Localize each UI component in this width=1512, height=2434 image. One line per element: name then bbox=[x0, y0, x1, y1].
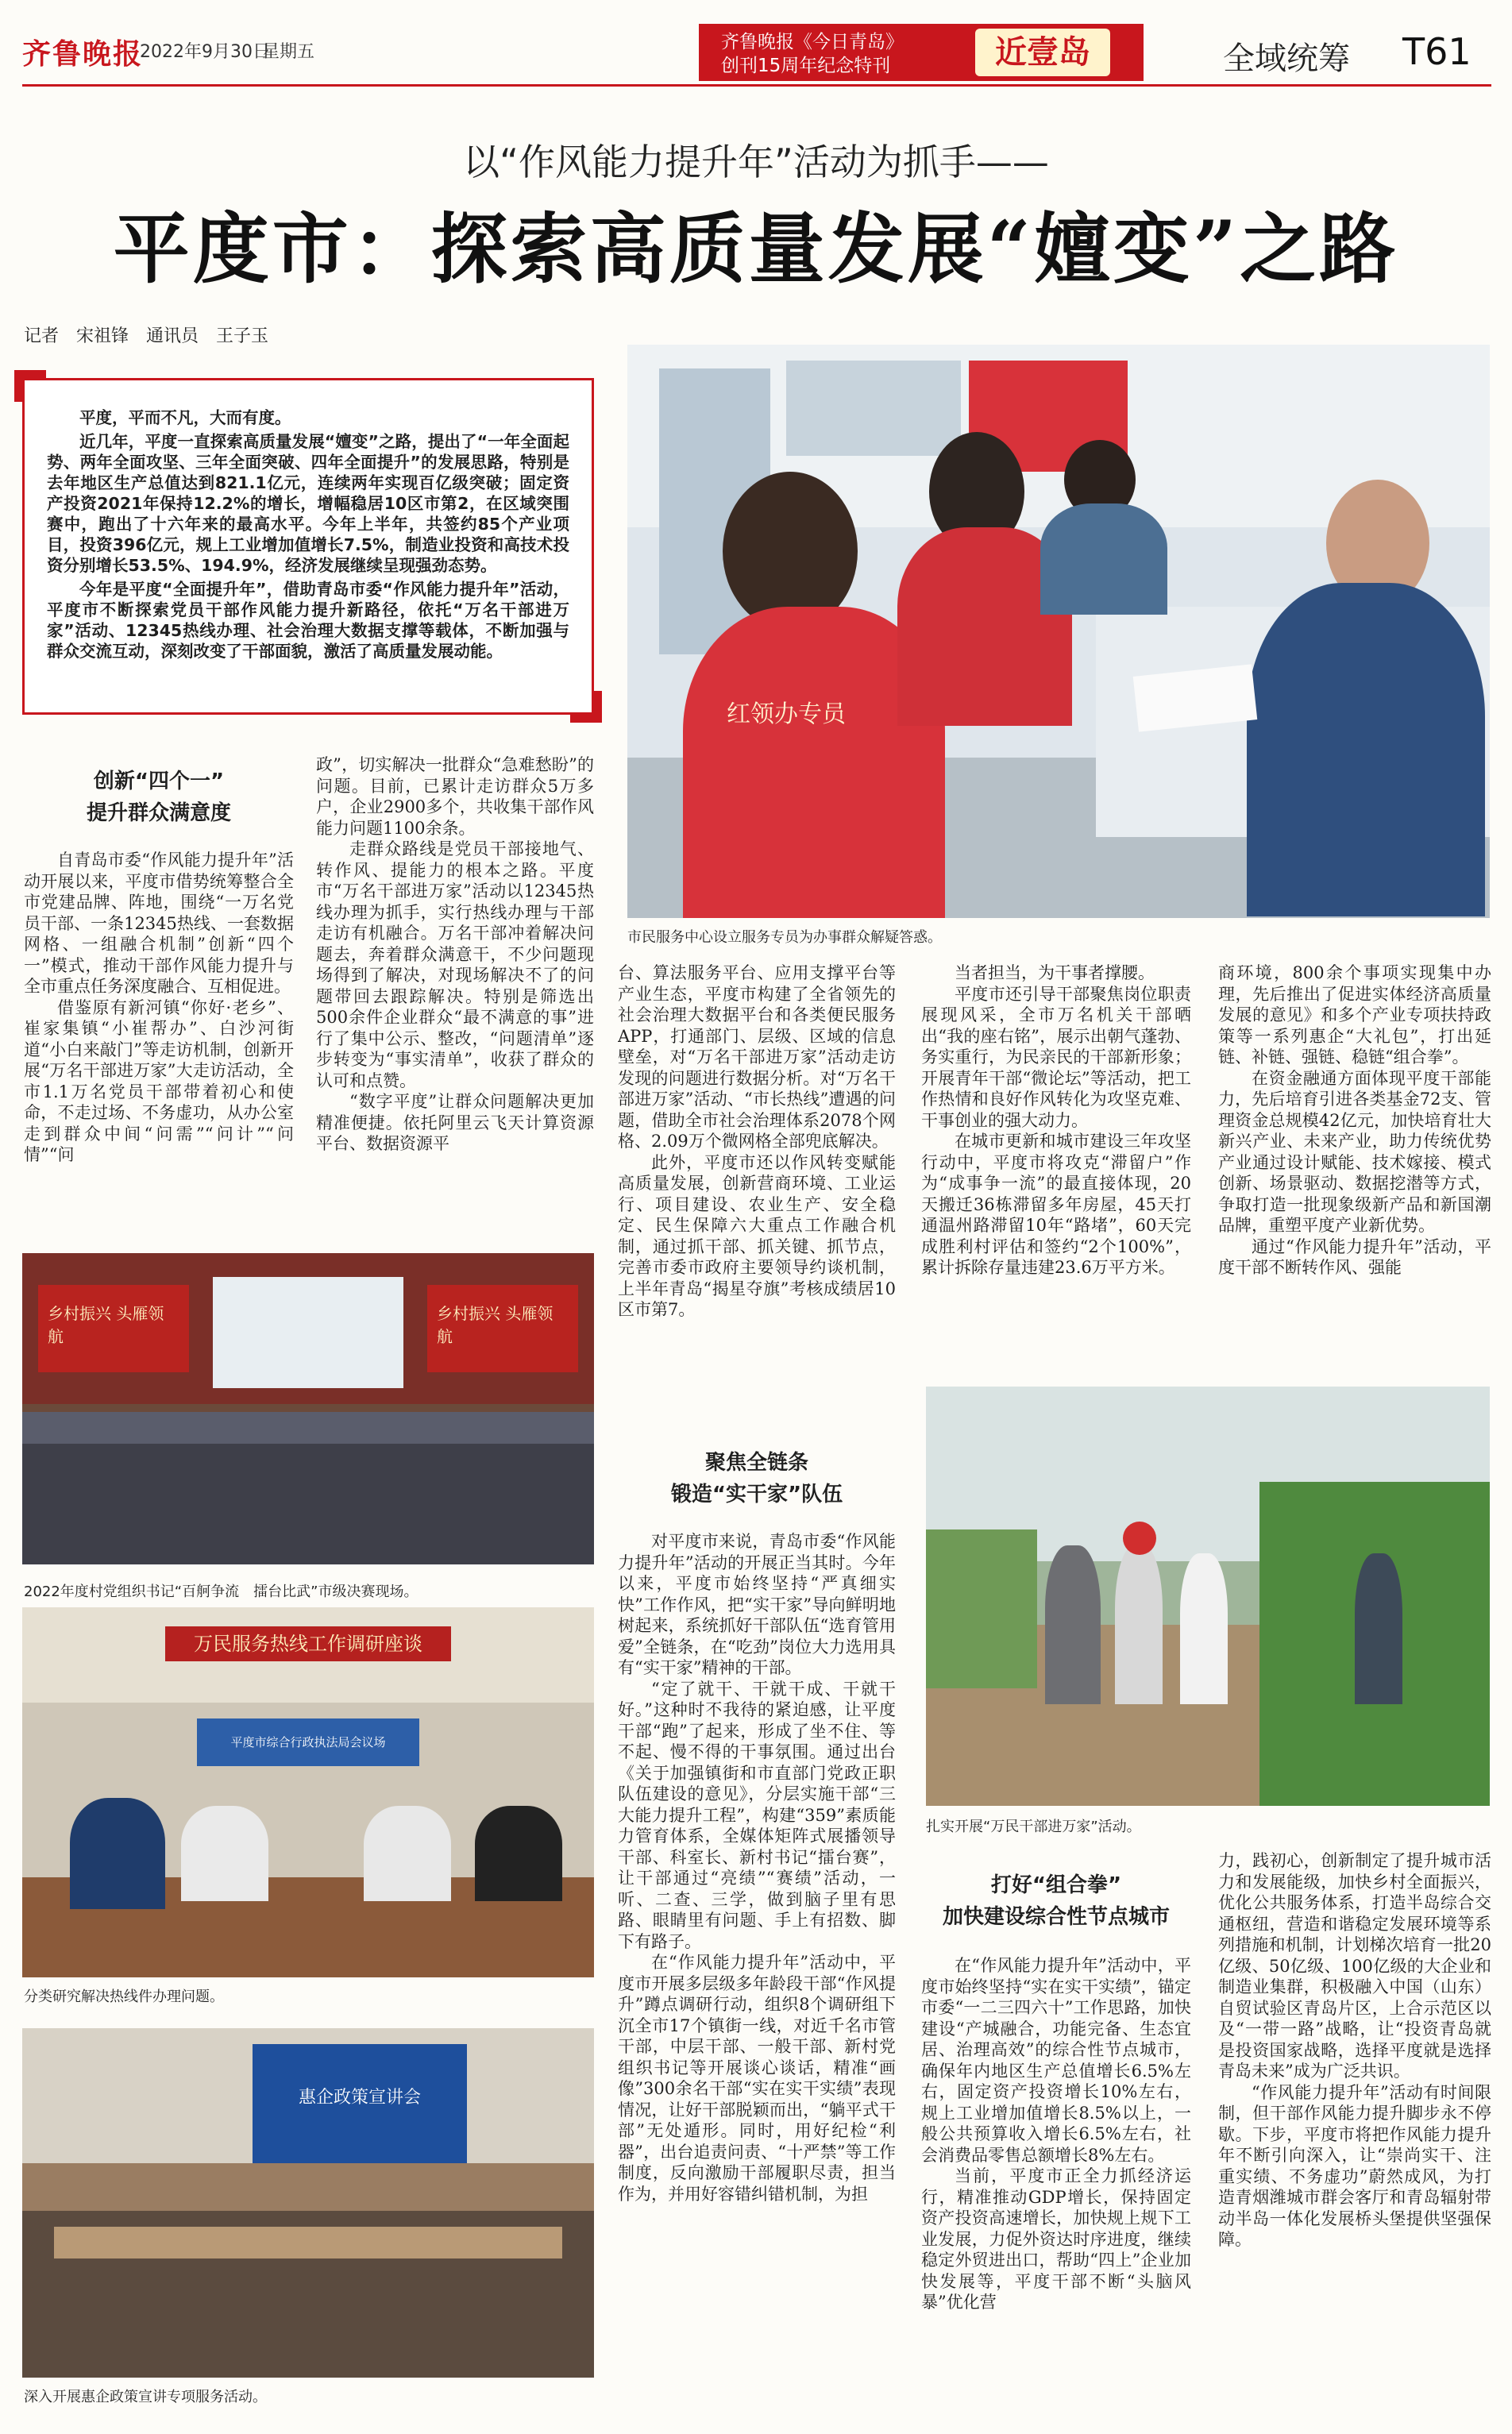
lead-corner-mark bbox=[14, 370, 24, 402]
photo-policy-lecture bbox=[22, 2028, 594, 2378]
body-paragraph: “作风能力提升年”活动有时间限制，但干部作风能力提升脚步永不停歇。下步，平度市将把作风能力提升年不断引向深入，让“崇尚实干、注重实绩、不务虚功”蔚然成风，为打造青烟潍城市群会客厅和青岛辐射带动半岛一体化发展桥头堡提供坚强保障。 bbox=[1218, 2082, 1491, 2249]
body-paragraph: 此外，平度市还以作风转变赋能高质量发展，创新营商环境、工业运行、项目建设、农业生产、安全稳定、民生保障六大重点工作融合机制，通过抓干部、抓关键、抓节点，完善市委市政府主要领导约谈机制，上半年青岛“揭星夺旗”考核成绩居10区市第7。 bbox=[618, 1152, 896, 1319]
photo-competition bbox=[22, 1253, 594, 1564]
body-paragraph: “数字平度”让群众问题解决更加精准便捷。依托阿里云飞天计算资源平台、数据资源平 bbox=[316, 1092, 594, 1153]
anniversary-line1: 齐鲁晚报《今日青岛》 bbox=[721, 32, 904, 52]
issue-date: 2022年9月30日 bbox=[140, 42, 270, 62]
section-heading-line2: 锻造“实干家”队伍 bbox=[670, 1483, 843, 1506]
issue-weekday: 星期五 bbox=[262, 42, 315, 62]
body-paragraph: 在资金融通方面体现平度干部能力，先后培育引进各类基金72支、管理资金总规模42亿元，加快培育壮大新兴产业、未来产业，助力传统优势产业通过设计赋能、技术嫁接、模式创新、场景驱动、数据挖潜等方式，争取打造一批现象级新产品和新国潮品牌，重塑平度产业新优势。 bbox=[1218, 1068, 1491, 1235]
anniversary-line2: 创刊15周年纪念特刊 bbox=[721, 56, 891, 76]
lecture-screen: 惠企政策宣讲会 bbox=[253, 2044, 467, 2163]
section-heading-line1: 打好“组合拳” bbox=[990, 1873, 1122, 1897]
lead-box bbox=[22, 378, 594, 715]
header-rule bbox=[22, 84, 1491, 87]
section-heading-line2: 加快建设综合性节点城市 bbox=[942, 1905, 1170, 1929]
lead-paragraph: 平度，平而不凡，大而有度。 bbox=[79, 408, 291, 427]
article-headline: 平度市：探索高质量发展“嬗变”之路 bbox=[113, 204, 1399, 294]
body-paragraph: 政”，切实解决一批群众“急难愁盼”的问题。目前，已累计走访群众5万多户，企业2900多个，共收集干部作风能力问题1100余条。 bbox=[316, 755, 594, 838]
lead-paragraph: 近几年，平度一直探索高质量发展“嬗变”之路，提出了“一年全面起势、两年全面攻坚、三年全面突破、四年全面提升”的发展思路，特别是去年地区生产总值达到821.1亿元，连续两年实现百亿级突破；固定资产投资2021年保持12.2%的增长，增幅稳居10区市第2，在区域突围赛中，跑出了十六年来的最高水平。今年上半年，共签约85个产业项目，投资396亿元，规上工业增加值增长7.5%，制造业投资和高技术投资分别增长53.5%、194.9%，经济发展继续呈现强劲态势。 bbox=[47, 432, 569, 575]
body-paragraph: 平度市还引导干部聚焦岗位职责展现风采，全市万名机关干部晒出“我的座右铭”，展示出朝气蓬勃、务实重行，为民亲民的干部新形象；开展青年干部“微论坛”等活动，把工作热情和良好作风转化为攻坚克难、干事创业的强大动力。 bbox=[921, 984, 1191, 1130]
photo-caption: 深入开展惠企政策宣讲专项服务活动。 bbox=[24, 2389, 267, 2405]
body-paragraph: 台、算法服务平台、应用支撑平台等产业生态，平度市构建了全省领先的社会治理大数据平台和各类便民服务APP，打通部门、层级、区域的信息壁垒，对“万名干部进万家”活动走访发现的问题进行数据分析。对“万名干部进万家”活动、“市长热线”遭遇的问题，借助全市社会治理体系2078个网格、2.09万个微网格全部兜底解决。 bbox=[618, 963, 896, 1151]
text-column bbox=[1218, 962, 1491, 1369]
photo-service-center bbox=[627, 345, 1490, 918]
body-paragraph: 借鉴原有新河镇“你好·老乡”、崔家集镇“小崔帮办”、白沙河街道“小白来敲门”等走访机制，创新开展“万名干部进万家”大走访活动，全市1.1万名党员干部带着初心和使命，不走过场、不务虚功，从办公室走到群众中间“问需”“问计”“问情”“问 bbox=[24, 997, 294, 1164]
section-heading bbox=[24, 766, 294, 829]
photo-caption: 扎实开展“万民干部进万家”活动。 bbox=[926, 1819, 1141, 1835]
section-name: 全域统筹 bbox=[1223, 41, 1350, 77]
text-column bbox=[921, 1955, 1191, 2400]
body-paragraph: 当者担当，为干事者撑腰。 bbox=[955, 963, 1155, 982]
body-paragraph: 力，践初心，创新制定了提升城市活力和发展能级，加快乡村全面振兴，优化公共服务体系，打造半岛综合交通枢纽，营造和谐稳定发展环境等系列措施和机制，计划梯次培育一批20亿级、50亿级、100亿级的大企业和制造业集群，积极融入中国（山东）自贸试验区青岛片区，上合示范区以及“一带一路”战略，让“投资青岛就是投资国家战略，选择平度就是选择青岛未来”成为广泛共识。 bbox=[1218, 1851, 1491, 2081]
body-paragraph: 当前，平度市正全力抓经济运行，精准推动GDP增长，保持固定资产投资高速增长，加快规上规下工业发展，力促外资达时序进度，继续稳定外贸进出口，帮助“四上”企业加快发展等，平度干部不断“头脑风暴”优化营 bbox=[921, 2166, 1191, 2312]
stage-banner: 乡村振兴 头雁领航 bbox=[38, 1285, 189, 1372]
section-heading bbox=[618, 1447, 896, 1510]
section-heading-line1: 聚焦全链条 bbox=[704, 1451, 808, 1475]
photo-caption: 2022年度村党组织书记“百舸争流 擂台比武”市级决赛现场。 bbox=[24, 1583, 418, 1600]
lead-paragraph: 今年是平度“全面提升年”，借助青岛市委“作风能力提升年”活动，平度市不断探索党员干部作风能力提升新路径，依托“万名干部进万家”活动、12345热线办理、社会治理大数据支撑等载体，不断加强与群众交流互动，深刻改变了干部面貌，激活了高质量发展动能。 bbox=[47, 580, 569, 661]
newspaper-logo: 齐鲁晚报 bbox=[22, 37, 144, 71]
body-paragraph: 通过“作风能力提升年”活动，平度干部不断转作风、强能 bbox=[1218, 1236, 1491, 1277]
body-paragraph: 在城市更新和城市建设三年攻坚行动中，平度市将攻克“滞留户”作为“成事争一流”的最直接体现，20天搬迁36栋滞留多年房屋，45天打通温州路滞留10年“路堵”，60天完成胜利村评估和签约“2个100%”，累计拆除存量违建23.6万平方米。 bbox=[921, 1132, 1191, 1277]
text-column bbox=[618, 962, 896, 1391]
text-column bbox=[316, 754, 594, 1244]
body-paragraph: 在“作风能力提升年”活动中，平度市始终坚持“实在实干实绩”，锚定市委“一二三四六十”工作思路，加快建设“产城融合，功能完备、生态宜居、治理高效”的综合性节点城市，确保年内地区生产总值增长6.5%左右，固定资产投资增长10%左右，规上工业增加值增长8.5%以上，一般公共预算收入增长6.5%左右，社会消费品零售总额增长8%左右。 bbox=[921, 1956, 1191, 2165]
text-column bbox=[1218, 1850, 1491, 2401]
body-paragraph: 自青岛市委“作风能力提升年”活动开展以来，平度市借势统筹整合全市党建品牌、阵地，围绕“一万名党员干部、一条12345热线、一套数据网格、一组融合机制”创新“四个一”模式，推动干部作风能力提升与全市重点任务深度融合、互相促进。 bbox=[24, 851, 294, 996]
section-heading-line2: 提升群众满意度 bbox=[86, 801, 231, 825]
text-column bbox=[618, 1531, 896, 2378]
lead-corner-mark bbox=[592, 691, 602, 723]
article-byline: 记者 宋祖锋 通讯员 王子玉 bbox=[24, 326, 269, 346]
body-paragraph: 对平度市来说，青岛市委“作风能力提升年”活动的开展正当其时。今年以来，平度市始终坚持“严真细实快”工作作风，把“实干家”导向鲜明地树起来，系统抓好干部队伍“选育管用爱”全链条，在“吃劲”岗位大力选用具有“实干家”精神的干部。 bbox=[618, 1532, 896, 1677]
vest-text: 红领办专员 bbox=[727, 700, 846, 728]
body-paragraph: “定了就干、干就干成、干就干好。”这种时不我待的紧迫感，让平度干部“跑”了起来，形成了坐不住、等不起、慢不得的干事氛围。通过出台《关于加强镇街和市直部门党政正职队伍建设的意见》，分层实施干部“三大能力提升工程”，构建“359”素质能力管育体系，全媒体矩阵式展播领导干部、科室长、新村书记“擂台赛”，让干部通过“亮绩”“赛绩”活动，一听、二查、三学，做到脑子里有思路、眼睛里有问题、手上有招数、脚下有路子。 bbox=[618, 1679, 896, 1951]
text-column bbox=[921, 962, 1191, 1369]
body-paragraph: 商环境，800余个事项实现集中办理，先后推出了促进实体经济高质量发展的意见》和多个产业专项扶持政策等一系列惠企“大礼包”，打出延链、补链、强链、稳链“组合拳”。 bbox=[1218, 963, 1491, 1067]
meeting-banner: 万民服务热线工作调研座谈 bbox=[165, 1626, 451, 1661]
body-paragraph: 走群众路线是党员干部接地气、转作风、提能力的根本之路。平度市“万名干部进万家”活动以12345热线办理为抓手，实行热线办理与干部走访有机融合。万名干部冲着解决问题去，奔着群众满意干，不少问题现场得到了解决，对现场解决不了的问题带回去跟踪解决。特别是筛选出500余件企业群众“最不满意的事”进行了集中公示、整改，“问题清单”逐步转变为“事实清单”，收获了群众的认可和点赞。 bbox=[316, 839, 594, 1090]
photo-caption: 分类研究解决热线件办理问题。 bbox=[24, 1988, 224, 2005]
body-paragraph: 在“作风能力提升年”活动中，平度市开展多层级多年龄段干部“作风提升”蹲点调研行动，组织8个调研组下沉全市17个镇街一线，对近千名市管干部，中层干部、一般干部、新村党组织书记等开展谈心谈话，精准“画像”300余名干部“实在实干实绩”表现情况，让好干部脱颖而出，“躺平式干部”无处遁形。同时，用好纪检“利器”，出台追责问责、“十严禁”等工作制度，反向激励干部履职尽责，担当作为，并用好容错纠错机制，为担 bbox=[618, 1953, 896, 2204]
meeting-sign: 平度市综合行政执法局会议场 bbox=[197, 1718, 419, 1766]
section-heading-line1: 创新“四个一” bbox=[93, 770, 225, 793]
photo-hotline-meeting bbox=[22, 1607, 594, 1977]
brand-badge: 近壹岛 bbox=[975, 29, 1110, 76]
section-heading bbox=[921, 1869, 1191, 1933]
photo-greenhouse bbox=[926, 1387, 1490, 1806]
page-number: T61 bbox=[1402, 30, 1472, 73]
stage-banner: 乡村振兴 头雁领航 bbox=[427, 1285, 578, 1372]
article-kicker: 以“作风能力提升年”活动为抓手—— bbox=[463, 141, 1049, 183]
text-column bbox=[24, 850, 294, 1245]
photo-caption: 市民服务中心设立服务专员为办事群众解疑答惑。 bbox=[627, 929, 942, 946]
